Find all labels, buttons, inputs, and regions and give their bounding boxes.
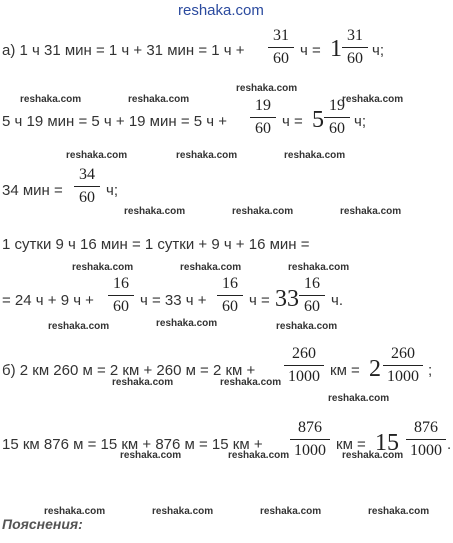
denominator: 60 — [273, 50, 289, 67]
numerator: 876 — [414, 419, 438, 436]
fraction-bar — [406, 439, 446, 440]
numerator: 260 — [391, 345, 415, 362]
numerator: 16 — [222, 275, 238, 292]
numerator: 16 — [304, 275, 320, 292]
line-a3-text: 34 мин = — [2, 182, 63, 199]
line-a1-text: а) 1 ч 31 мин = 1 ч + 31 мин = 1 ч + — [2, 42, 245, 59]
watermark: reshaka.com — [232, 206, 294, 217]
fraction-bar — [74, 186, 100, 187]
watermark: reshaka.com — [66, 150, 128, 161]
watermark: reshaka.com — [342, 450, 404, 461]
line-a1-mid: ч = — [300, 42, 321, 59]
punct: ; — [428, 362, 433, 379]
line-a5-text: = 24 ч + 9 ч + — [2, 292, 94, 309]
watermark: reshaka.com — [220, 377, 282, 388]
numerator: 876 — [298, 419, 322, 436]
watermark: reshaka.com — [156, 318, 218, 329]
mixed-int: 33 — [275, 286, 299, 312]
watermark: reshaka.com — [112, 377, 174, 388]
fraction-bar — [284, 365, 324, 366]
unit: ч; — [354, 113, 366, 130]
line-b1-text: б) 2 км 260 м = 2 км + 260 м = 2 км + — [2, 362, 256, 379]
watermark: reshaka.com — [368, 506, 430, 517]
watermark: reshaka.com — [236, 83, 298, 94]
denominator: 1000 — [410, 442, 442, 459]
watermark: reshaka.com — [288, 262, 350, 273]
numerator: 31 — [347, 27, 363, 44]
watermark: reshaka.com — [276, 321, 338, 332]
denominator: 1000 — [294, 442, 326, 459]
mixed-int: 2 — [369, 356, 381, 382]
denominator: 1000 — [387, 368, 419, 385]
watermark: reshaka.com — [48, 321, 110, 332]
unit: ч; — [372, 42, 384, 59]
fraction-a5b — [217, 275, 243, 316]
watermark: reshaka.com — [176, 150, 238, 161]
watermark: reshaka.com — [44, 506, 106, 517]
watermark: reshaka.com — [228, 450, 290, 461]
line-b1-mid: км = — [330, 362, 360, 379]
denominator: 60 — [304, 298, 320, 315]
punct: . — [447, 436, 452, 453]
unit: ч. — [331, 292, 343, 309]
fraction-a1 — [268, 27, 294, 68]
fraction-a2 — [250, 97, 276, 138]
site-title[interactable]: reshaka.com — [178, 2, 264, 19]
denominator: 60 — [255, 120, 271, 137]
mixed-int: 15 — [375, 430, 399, 456]
fraction-a5 — [108, 275, 134, 316]
watermark: reshaka.com — [124, 206, 186, 217]
numerator: 19 — [329, 97, 345, 114]
fraction-bar — [342, 47, 368, 48]
line-a2-text: 5 ч 19 мин = 5 ч + 19 мин = 5 ч + — [2, 113, 228, 130]
watermark: reshaka.com — [328, 393, 390, 404]
fraction-bar — [268, 47, 294, 48]
fraction-b2 — [290, 419, 330, 460]
unit: ч; — [106, 182, 118, 199]
watermark: reshaka.com — [72, 262, 134, 273]
fraction-a5c — [299, 275, 325, 316]
line-a4-text: 1 сутки 9 ч 16 мин = 1 сутки + 9 ч + 16 мин = — [2, 236, 310, 253]
mixed-int: 5 — [312, 107, 324, 133]
denominator: 60 — [79, 189, 95, 206]
line-b2-mid: км = — [336, 436, 366, 453]
watermark: reshaka.com — [342, 94, 404, 105]
mixed-int: 1 — [330, 36, 342, 62]
fraction-bar — [299, 295, 325, 296]
watermark: reshaka.com — [128, 94, 190, 105]
denominator: 60 — [222, 298, 238, 315]
watermark: reshaka.com — [340, 206, 402, 217]
fraction-b2b — [406, 419, 446, 460]
fraction-b1b — [383, 345, 423, 386]
fraction-bar — [217, 295, 243, 296]
fraction-b1 — [284, 345, 324, 386]
numerator: 260 — [292, 345, 316, 362]
watermark: reshaka.com — [120, 450, 182, 461]
line-a5-mid1: ч = 33 ч + — [140, 292, 207, 309]
fraction-bar — [383, 365, 423, 366]
denominator: 60 — [347, 50, 363, 67]
watermark: reshaka.com — [152, 506, 214, 517]
line-b2-text: 15 км 876 м = 15 км + 876 м = 15 км + — [2, 436, 263, 453]
watermark: reshaka.com — [180, 262, 242, 273]
denominator: 60 — [329, 120, 345, 137]
watermark: reshaka.com — [260, 506, 322, 517]
fraction-bar — [250, 117, 276, 118]
watermark: reshaka.com — [20, 94, 82, 105]
fraction-a1b — [342, 27, 368, 68]
watermark: reshaka.com — [284, 150, 346, 161]
numerator: 16 — [113, 275, 129, 292]
numerator: 31 — [273, 27, 289, 44]
fraction-bar — [108, 295, 134, 296]
numerator: 19 — [255, 97, 271, 114]
explanation-label: Пояснения: — [2, 516, 83, 532]
denominator: 1000 — [288, 368, 320, 385]
fraction-a3 — [74, 166, 100, 207]
fraction-bar — [290, 439, 330, 440]
numerator: 34 — [79, 166, 95, 183]
line-a5-mid2: ч = — [249, 292, 270, 309]
fraction-bar — [324, 117, 350, 118]
denominator: 60 — [113, 298, 129, 315]
line-a2-mid: ч = — [282, 113, 303, 130]
